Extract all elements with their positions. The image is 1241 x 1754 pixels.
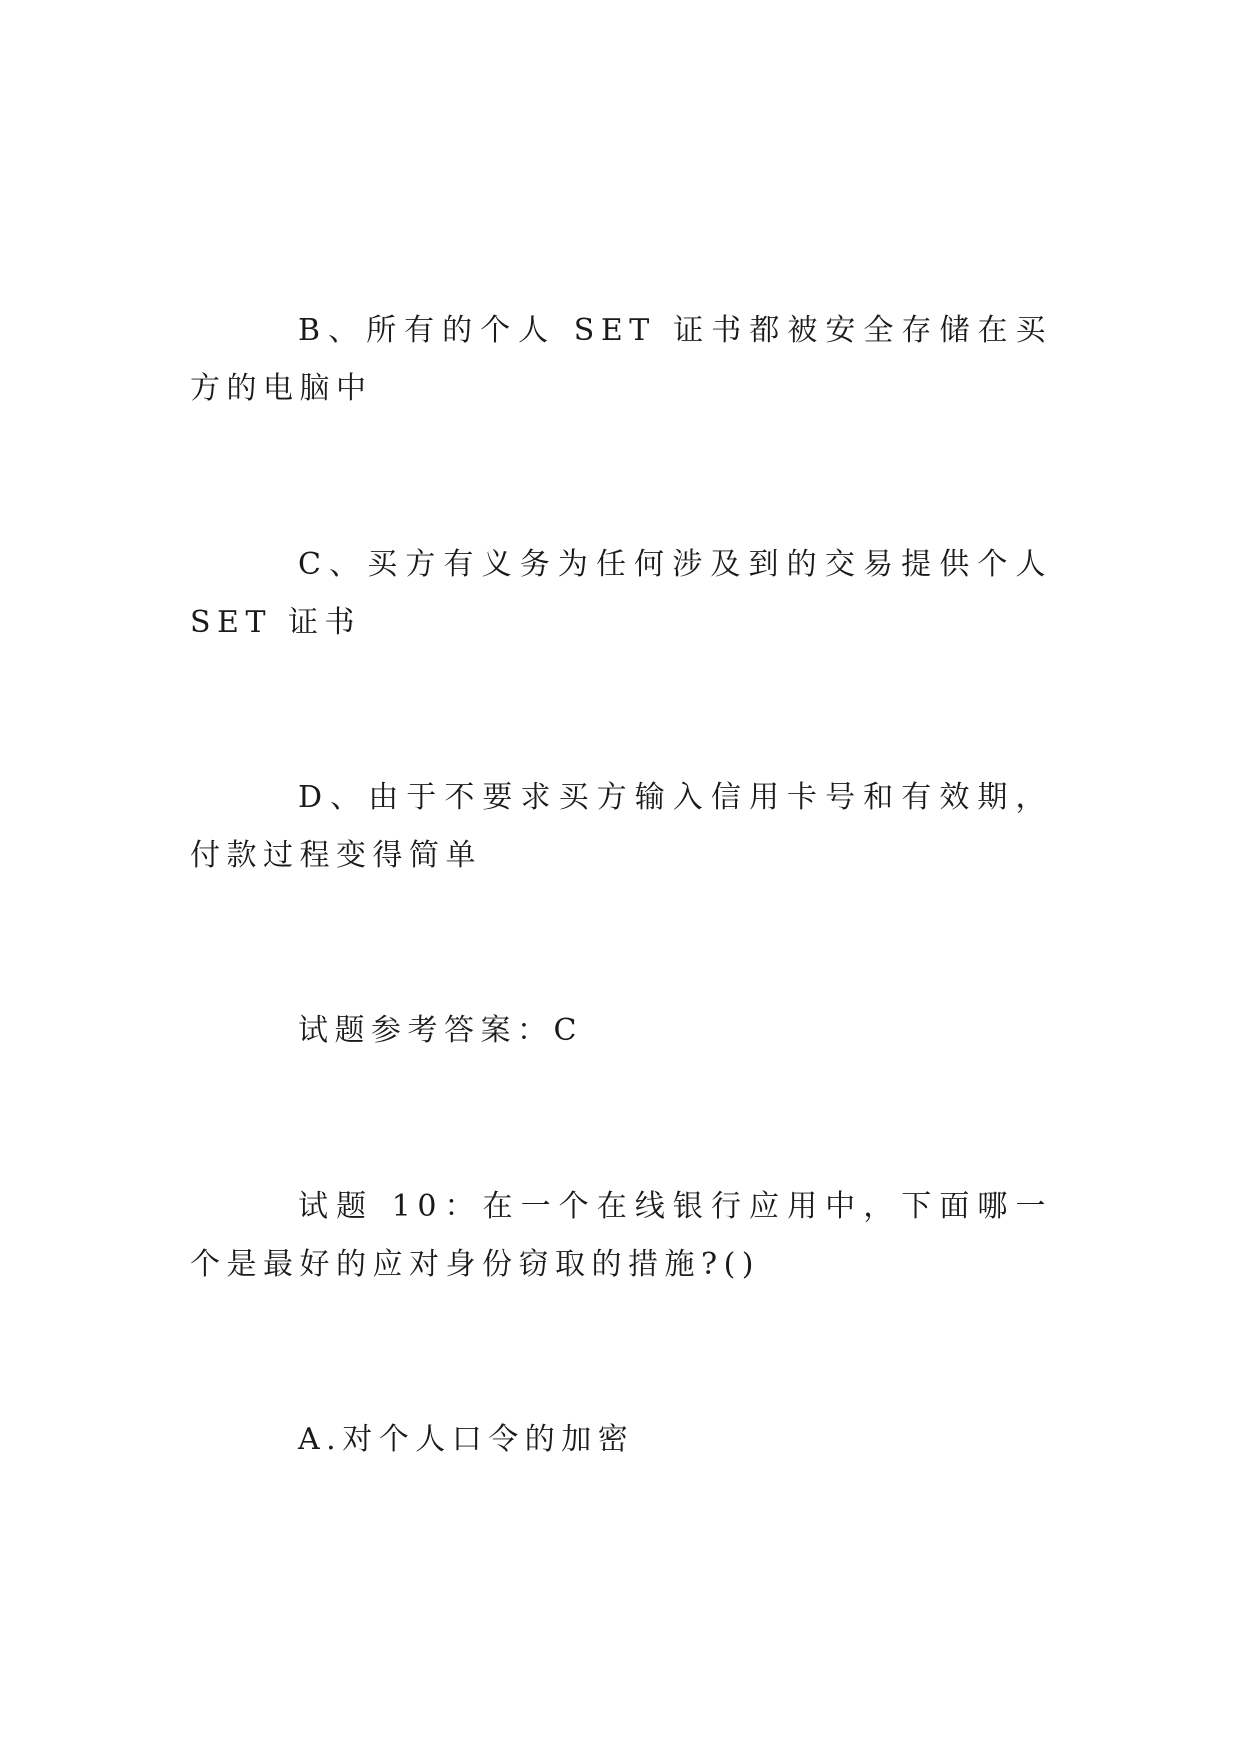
option-c-text: C、买方有义务为任何涉及到的交易提供个人 SET 证书 <box>190 547 1052 640</box>
option-b-text: B、所有的个人 SET 证书都被安全存储在买方的电脑中 <box>190 313 1052 406</box>
option-d-text: D、由于不要求买方输入信用卡号和有效期，付款过程变得简单 <box>190 780 1052 873</box>
q10-option-a-text: A.对个人口令的加密 <box>298 1422 635 1457</box>
reference-answer-text: 试题参考答案：C <box>298 1013 583 1048</box>
question-10-text: 试题 10：在一个在线银行应用中，下面哪一个是最好的应对身份窃取的措施?() <box>190 1189 1052 1282</box>
